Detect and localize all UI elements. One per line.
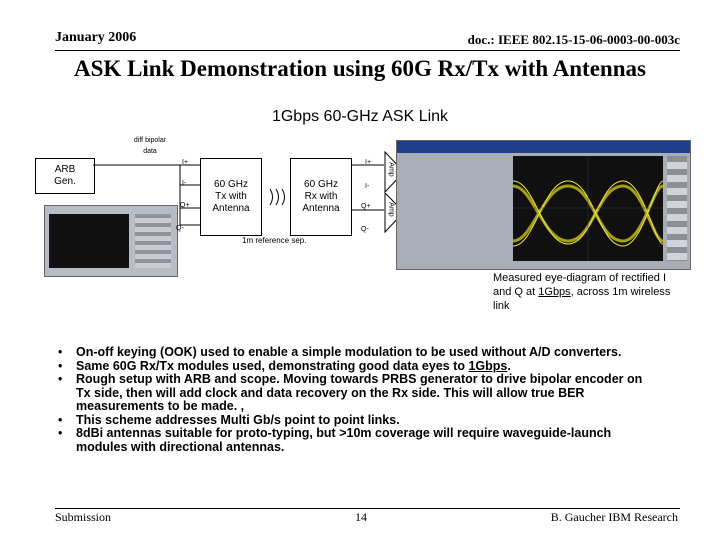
tx-label-line1: 60 GHz (214, 179, 248, 190)
amp-bottom-label: Amp (387, 202, 395, 217)
bullet-item (58, 414, 658, 428)
footer-rule (55, 508, 680, 509)
scope-top-bar (397, 141, 690, 153)
caption-line1: Measured eye-diagram of rectified I (493, 272, 667, 284)
caption-1gbps-link[interactable]: 1Gbps (538, 286, 571, 298)
distance-label: 1m reference sep. (242, 236, 307, 245)
tx-port-iminus: I- (182, 180, 187, 187)
rx-port-qplus: Q+ (361, 203, 371, 210)
bullet-1gbps-link[interactable]: 1Gbps (468, 358, 508, 373)
header-doc-number: doc.: IEEE 802.15-15-06-0003-00-003c (467, 32, 680, 47)
header-date: January 2006 (55, 30, 137, 45)
bullet-item (58, 427, 658, 454)
footer-submission: Submission (55, 510, 112, 524)
bullet-text: On-off keying (OOK) used to enable a simple modulation to be used without A/D converters. (76, 345, 622, 359)
bullet-list (58, 346, 658, 454)
footer-author: B. Gaucher IBM Research (550, 510, 678, 524)
diagram-subtitle: 1Gbps 60-GHz ASK Link (271, 108, 449, 125)
tx-port-iplus: I+ (182, 159, 189, 166)
bullet-item (58, 346, 658, 360)
scope-button-column (667, 156, 687, 261)
caption-line2-pre: and Q at (493, 286, 539, 298)
caption-line2-post: , across 1m wireless (570, 286, 671, 298)
wave-arc-3 (282, 189, 285, 205)
rx-port-iminus: I- (365, 183, 370, 190)
slide-title: ASK Link Demonstration using 60G Rx/Tx with Antennas (74, 56, 646, 81)
rx-label-line3: Antenna (302, 203, 340, 214)
tx-port-qplus: Q+ (180, 202, 190, 209)
bullet-text: Rough setup with ARB and scope. Moving towards PRBS generator to drive bipolar encoder on Tx side, then will add clock and data recovery on the Rx side. This will allow true BER measurements to be made. , (76, 372, 643, 413)
arb-label-line1: ARB (54, 164, 76, 175)
tx-label-line2: Tx with (215, 191, 247, 202)
eye-diagram (513, 156, 663, 261)
eye-diagram-caption (493, 271, 693, 313)
amp-top-label: Amp (387, 162, 395, 177)
wave-arc-2 (276, 189, 279, 205)
rx-port-qminus: Q- (361, 226, 369, 233)
bipolar-label-line1: diff bipolar (133, 137, 167, 144)
bullet-text-post: . (507, 358, 511, 373)
caption-line2 (493, 285, 693, 299)
scope-display (513, 156, 663, 261)
rx-label-line2: Rx with (304, 191, 338, 202)
oscilloscope-screenshot (396, 140, 691, 270)
tx-port-qminus: Q- (176, 225, 184, 232)
tx-module (200, 158, 262, 236)
bullet-text: This scheme addresses Multi Gb/s point to point links. (76, 412, 400, 427)
bipolar-label-line2: data (143, 148, 157, 155)
bullet-text: 8dBi antennas suitable for proto-typing, but >10m coverage will require waveguide-launch modules with directional antennas. (76, 426, 612, 454)
bullet-text: Same 60G Rx/Tx modules used, demonstrating good data eyes to (76, 358, 469, 373)
bullet-item (58, 373, 658, 414)
tx-label-line3: Antenna (212, 203, 250, 214)
rx-module (290, 158, 352, 236)
arb-label-line2: Gen. (54, 176, 76, 187)
wave-arc-1 (270, 189, 273, 205)
caption-line3: link (493, 300, 510, 312)
bullet-item (58, 360, 658, 374)
rx-port-iplus: I+ (365, 159, 372, 166)
footer-page-number: 14 (355, 510, 367, 524)
rx-label-line1: 60 GHz (304, 179, 338, 190)
